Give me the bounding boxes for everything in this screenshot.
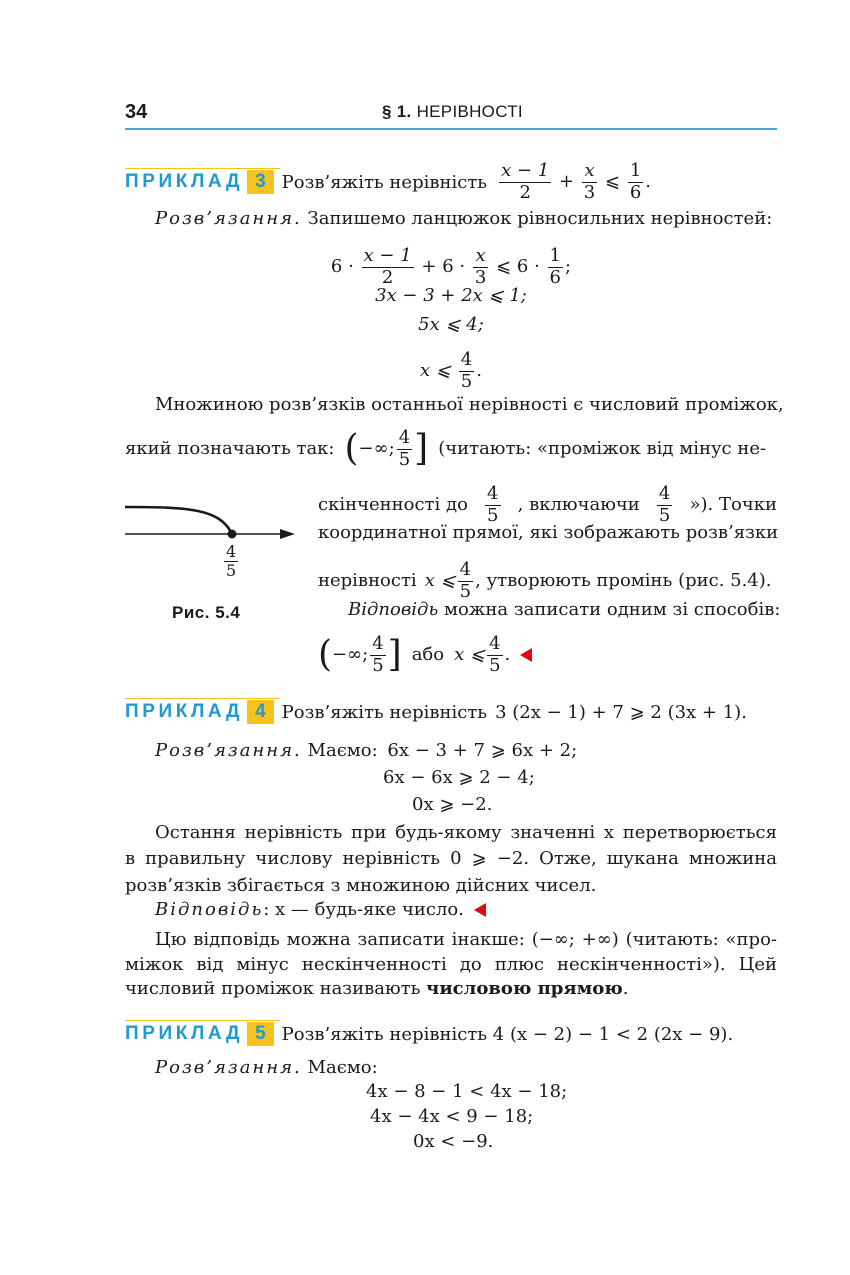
- example3-paragraph-line5: нерівності x ⩽ $\frac{4}{5}$ , утворюють промінь (рис. 5.4).: [318, 559, 772, 602]
- example4-step3: 0x ⩾ −2.: [412, 794, 493, 815]
- example4-heading: [125, 700, 747, 724]
- example4-solution-start: Розв’язання. Маємо: 6x − 3 + 7 ⩾ 6x + 2;: [155, 740, 578, 761]
- example5-task: Розв’яжіть нерівність 4 (x − 2) − 1 < 2 (2x − 9).: [281, 1023, 734, 1045]
- example3-answer: ( −∞; $\frac{4}{5}$ ] або x ⩽ $\frac{4}{5}$ .: [318, 634, 532, 676]
- example4-paragraph-line6: числовий проміжок називають числовою прямою.: [125, 978, 629, 999]
- example4-label: ПРИКЛАД: [125, 701, 244, 722]
- example3-paragraph-line4: координатної прямої, які зображають розв’язки: [318, 522, 779, 543]
- example5-label-rule: [125, 1020, 280, 1021]
- end-of-solution-marker: [520, 648, 532, 662]
- example3-step1: 6 · $\frac{x - 1}{2}$ + 6 · $\frac{x}{3}$ ⩽ 6 · $\frac{1}{6}$ ;: [330, 245, 572, 288]
- section-title: НЕРІВНОСТІ: [416, 102, 523, 121]
- figure-caption: Рис. 5.4: [172, 603, 241, 622]
- example3-label-rule: [125, 168, 280, 169]
- example4-paragraph-line4: Цю відповідь можна записати інакше: (−∞; +∞) (читають: «про-: [155, 929, 777, 950]
- ray-curve: [125, 507, 232, 534]
- example5-step2: 4x − 4x < 9 − 18;: [370, 1106, 534, 1127]
- example3-number: 3: [247, 170, 274, 194]
- example4-answer: Відповідь : x — будь-яке число.: [155, 898, 486, 922]
- term-number-line: числовою прямою: [426, 978, 623, 999]
- example3-step2: 3x − 3 + 2x ⩽ 1;: [375, 285, 527, 306]
- example3-solution-intro: Розв’язання. Запишемо ланцюжок рівносильних нерівностей:: [155, 208, 773, 229]
- example3-task: Розв’яжіть нерівність: [281, 171, 488, 193]
- example4-paragraph-line2: в правильну числову нерівність 0 ⩾ −2. Отже, шукана множина: [125, 848, 777, 869]
- section-mark: § 1.: [382, 102, 412, 121]
- example5-number: 5: [247, 1022, 274, 1046]
- example5-heading: [125, 1022, 733, 1046]
- example5-solution-start: Розв’язання. Маємо:: [155, 1057, 378, 1078]
- example4-number: 4: [247, 700, 274, 724]
- page-number: 34: [125, 101, 148, 123]
- example3-task-expr: $\frac{x - 1}{2}$ + $\frac{x}{3}$ ⩽ $\frac{1}{6}$ .: [501, 159, 651, 203]
- example4-step2: 6x − 6x ⩾ 2 − 4;: [383, 767, 535, 788]
- example3-step3: 5x ⩽ 4;: [418, 314, 484, 335]
- example3-step4: x ⩽ $\frac{4}{5}$ .: [420, 349, 482, 392]
- example4-paragraph-line5: міжок від мінус нескінченності до плюс нескінченності»). Цей: [125, 954, 777, 975]
- example4-paragraph-line1: Остання нерівність при будь-якому значенні x перетворюється: [155, 822, 777, 843]
- example3-heading: [125, 159, 651, 203]
- example4-label-rule: [125, 698, 280, 699]
- example5-step1: 4x − 8 − 1 < 4x − 18;: [366, 1081, 568, 1102]
- number-line-figure: [120, 495, 300, 555]
- example3-paragraph-line1: Множиною розв’язків останньої нерівності є числовий проміжок,: [155, 394, 784, 415]
- example3-paragraph-line3: скінченності до $\frac{4}{5}$ , включаючи $\frac{4}{5}$ »). Точки: [318, 483, 777, 526]
- axis-arrow-icon: [280, 529, 295, 539]
- header-rule: [125, 128, 777, 130]
- example3-label: ПРИКЛАД: [125, 171, 244, 192]
- example4-paragraph-line3: розв’язків збігається з множиною дійсних чисел.: [125, 875, 597, 896]
- running-header: [382, 102, 523, 122]
- end-of-solution-marker: [474, 903, 486, 917]
- example4-task: Розв’яжіть нерівність: [281, 701, 488, 723]
- example3-answer-intro: Відповідь можна записати одним зі способів:: [348, 599, 781, 620]
- example4-task-expr: 3 (2x − 1) + 7 ⩾ 2 (3x + 1).: [495, 701, 747, 723]
- closed-point: [228, 530, 237, 539]
- figure-point-label: $\frac{4}{5}$: [226, 542, 237, 581]
- example3-paragraph-line2: який позначають так: ( −∞; $\frac{4}{5}$ ] (читають: «проміжок від мінус не-: [125, 427, 767, 470]
- example5-step3: 0x < −9.: [413, 1131, 494, 1152]
- example5-label: ПРИКЛАД: [125, 1023, 244, 1044]
